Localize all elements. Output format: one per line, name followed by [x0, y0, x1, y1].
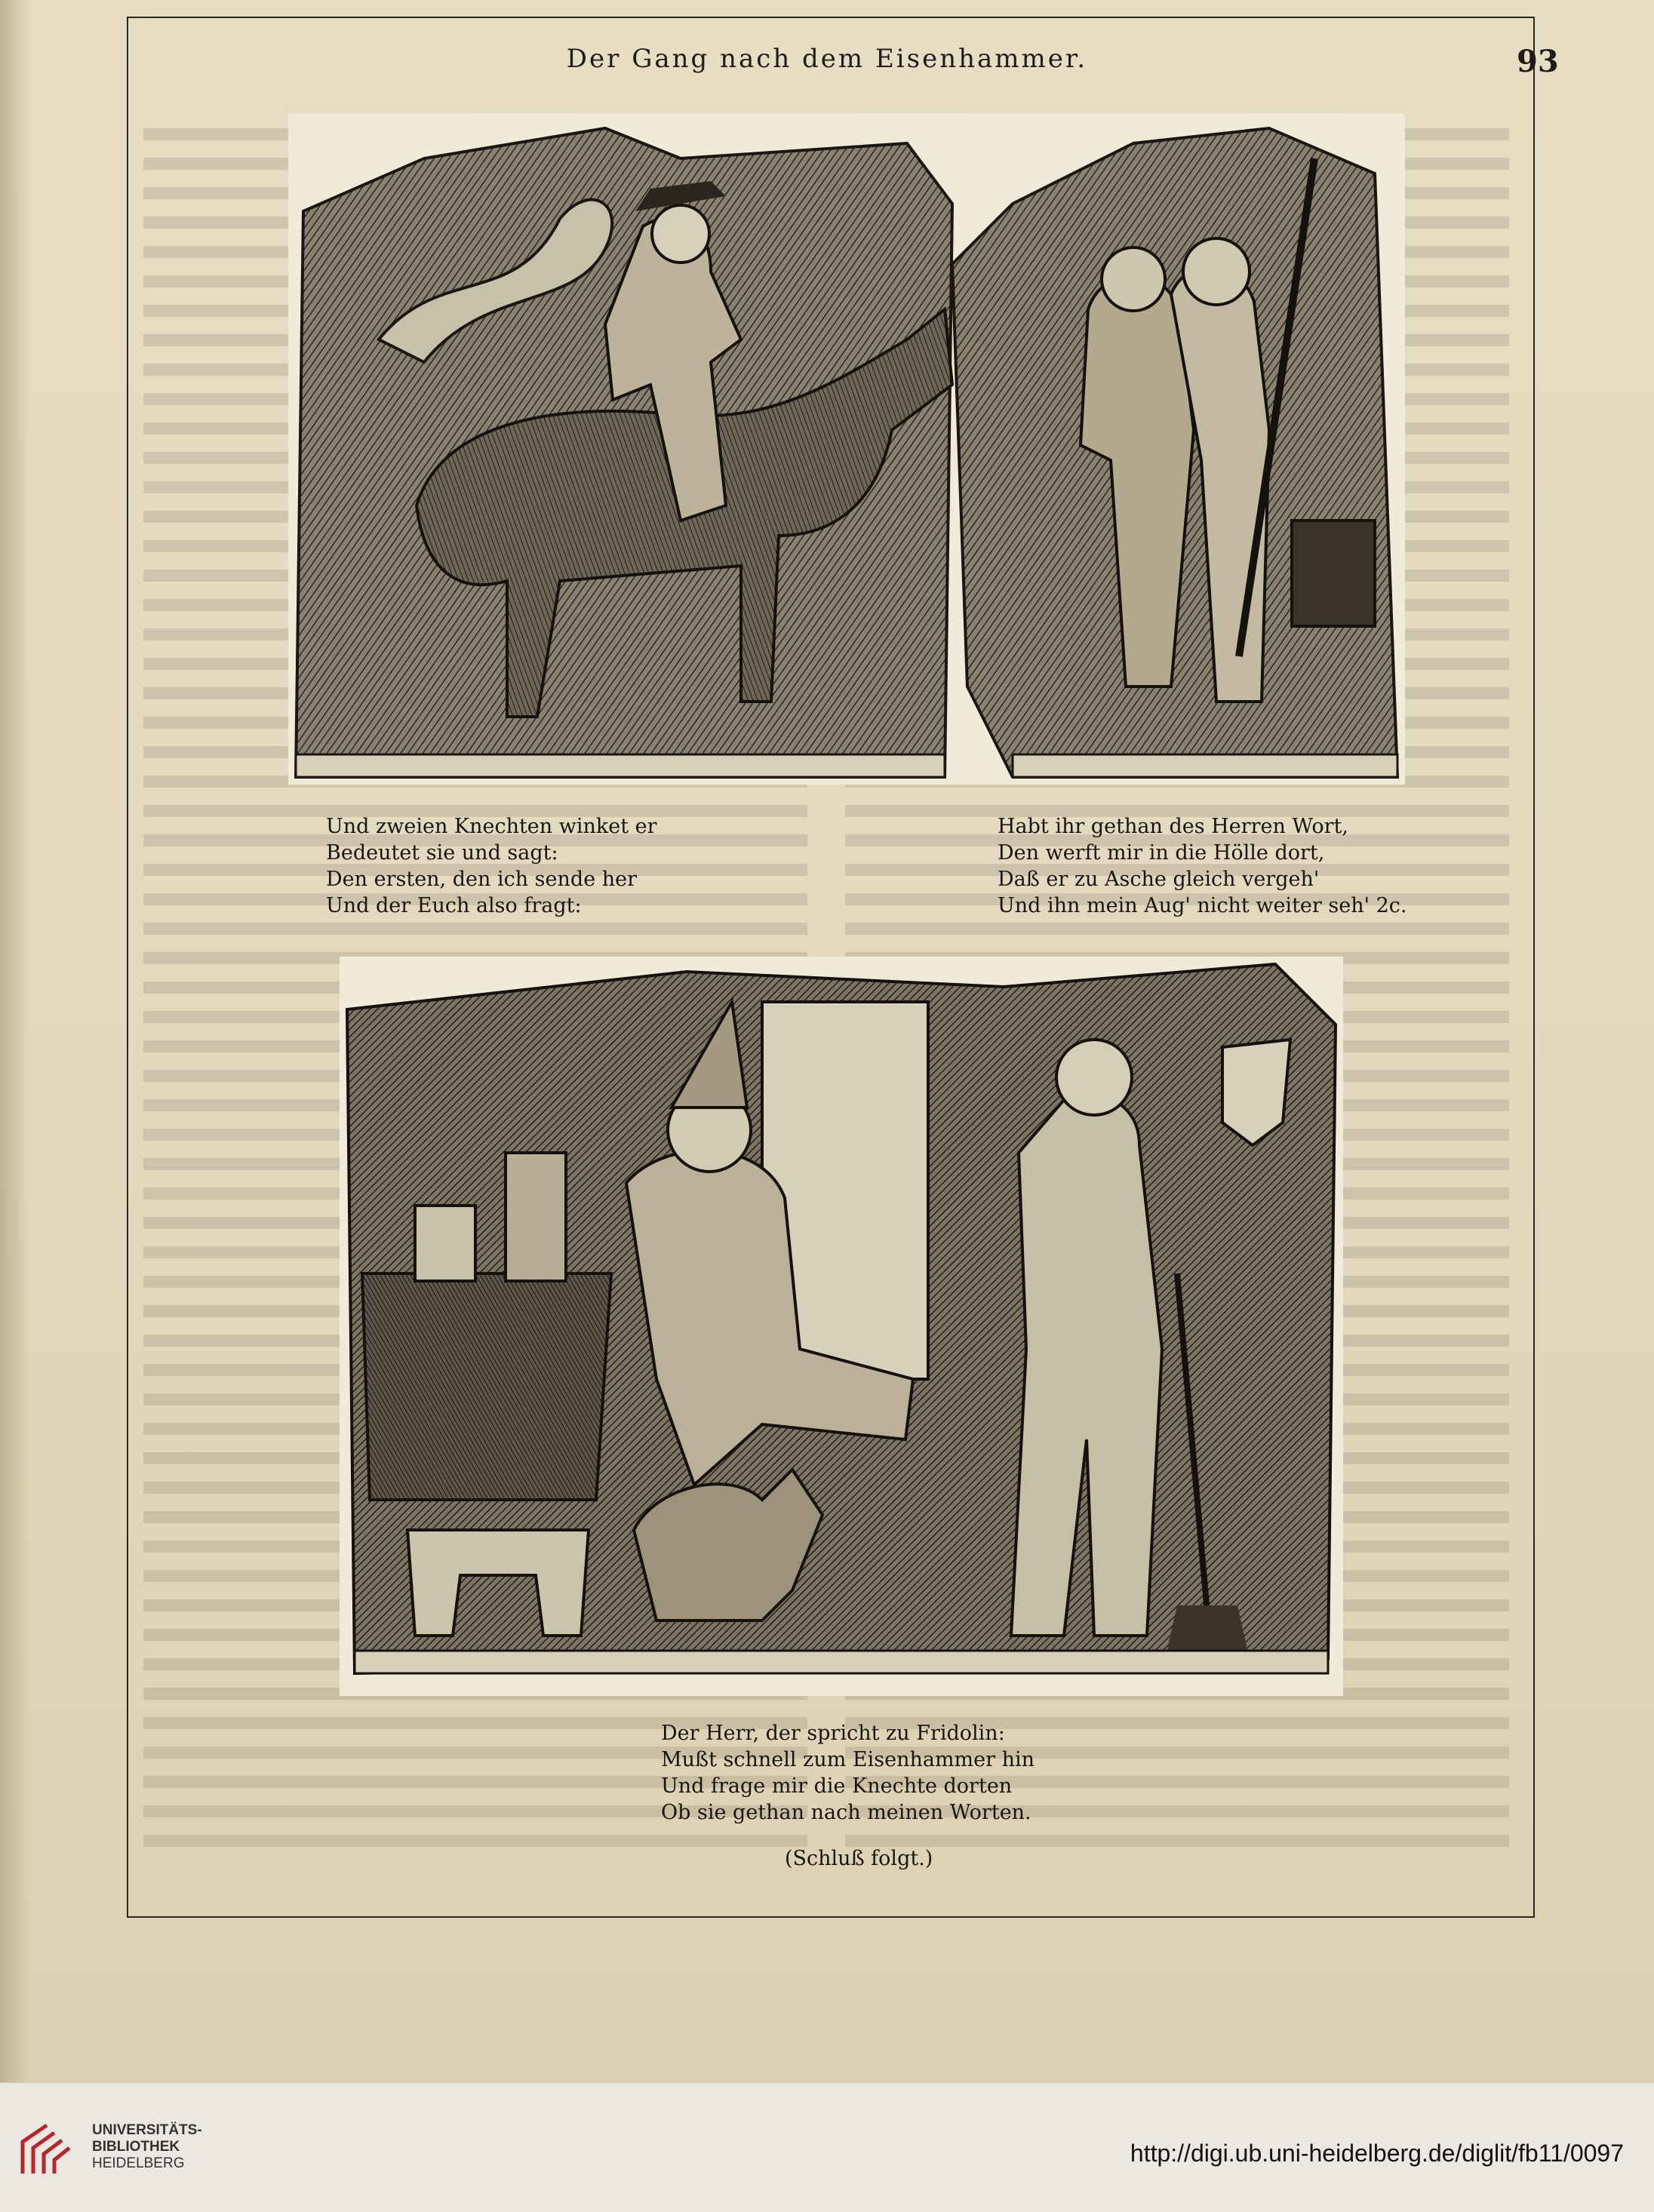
- verse-line: Daß er zu Asche gleich vergeh': [998, 868, 1320, 891]
- verse-top-left: [326, 813, 657, 919]
- verse-bottom: [661, 1720, 1035, 1826]
- closing-note: (Schluß folgt.): [785, 1847, 933, 1870]
- verse-line: Der Herr, der spricht zu Fridolin:: [661, 1722, 1005, 1745]
- verse-line: Und der Euch also fragt:: [326, 894, 582, 917]
- verse-line: Mußt schnell zum Eisenhammer hin: [661, 1748, 1035, 1771]
- verse-line: Habt ihr gethan des Herren Wort,: [998, 815, 1348, 838]
- page-number: 93: [1517, 44, 1559, 79]
- library-name-line: BIBLIOTHEK: [92, 2139, 180, 2155]
- engraving-horseman-and-smiths: [288, 113, 1405, 785]
- permalink-url[interactable]: http://digi.ub.uni-heidelberg.de/diglit/fb11/0097: [1130, 2140, 1624, 2167]
- verse-line: Und ihn mein Aug' nicht weiter seh' 2c.: [998, 894, 1407, 917]
- library-footer: [0, 2082, 1654, 2212]
- verse-top-right: [998, 813, 1407, 919]
- library-name-line: HEIDELBERG: [92, 2155, 185, 2171]
- verse-line: Und frage mir die Knechte dorten: [661, 1774, 1013, 1798]
- verse-line: Den werft mir in die Hölle dort,: [998, 841, 1325, 865]
- library-name-line: UNIVERSITÄTS-: [92, 2122, 202, 2138]
- verse-line: Ob sie gethan nach meinen Worten.: [661, 1801, 1031, 1824]
- library-name: [92, 2122, 202, 2172]
- engraving-master-and-fridolin: [340, 957, 1343, 1696]
- verse-line: Und zweien Knechten winket er: [326, 815, 657, 838]
- verse-line: Bedeutet sie und sagt:: [326, 841, 558, 865]
- running-title: Der Gang nach dem Eisenhammer.: [566, 44, 1088, 74]
- spine-shadow: [0, 0, 30, 2082]
- verse-line: Den ersten, den ich sende her: [326, 868, 638, 891]
- library-logo-icon: [17, 2119, 81, 2180]
